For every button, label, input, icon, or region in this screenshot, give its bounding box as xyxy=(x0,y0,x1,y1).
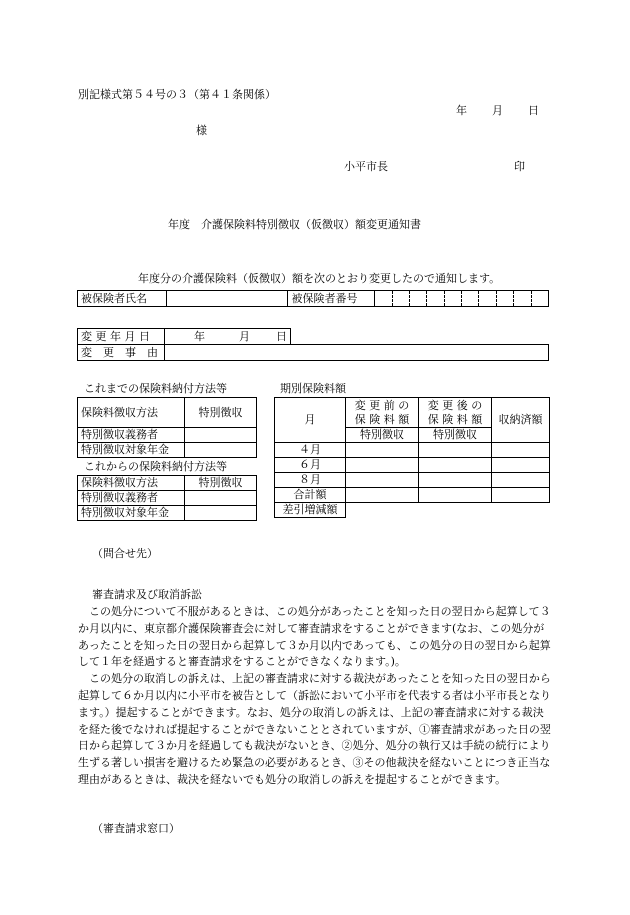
past-obligor-label: 特別徴収義務者 xyxy=(78,428,185,443)
past-pension-label: 特別徴収対象年金 xyxy=(78,443,185,458)
period-heading: 期別保険料額 xyxy=(280,382,346,395)
future-method-value: 特別徴収 xyxy=(185,476,257,491)
date-year: 年 xyxy=(456,104,467,117)
past-method-table xyxy=(77,397,257,458)
issuer: 小平市長 xyxy=(344,160,388,173)
period-cell xyxy=(346,458,419,473)
number-digit xyxy=(514,291,531,307)
future-method-label: 保険料徴収方法 xyxy=(78,476,185,491)
change-reason-label: 変 更 事 由 xyxy=(78,345,165,361)
change-date-label: 変 更 年 月 日 xyxy=(78,329,165,345)
future-obligor-label: 特別徴収義務者 xyxy=(78,491,185,506)
change-day: 日 xyxy=(276,329,287,343)
change-date-value xyxy=(165,329,291,345)
past-method-value: 特別徴収 xyxy=(185,398,257,428)
addressee-suffix: 様 xyxy=(196,124,207,137)
number-digit xyxy=(427,291,444,307)
insured-name-cell xyxy=(166,291,288,307)
number-digit xyxy=(462,291,479,307)
period-col-before xyxy=(346,398,419,428)
appeal-body xyxy=(78,604,554,789)
number-digit xyxy=(496,291,513,307)
period-table xyxy=(274,397,550,518)
period-row-label: 差引増減額 xyxy=(275,503,346,518)
period-sub-after: 特別徴収 xyxy=(419,428,492,443)
form-id: 別記様式第５４号の３（第４１条関係） xyxy=(78,88,276,101)
future-pension-cell xyxy=(185,506,257,521)
period-row-label: ６月 xyxy=(275,458,346,473)
future-obligor-cell xyxy=(185,491,257,506)
blank xyxy=(291,329,549,345)
insured-table xyxy=(77,290,549,307)
period-cell xyxy=(346,443,419,458)
period-cell xyxy=(492,458,550,473)
period-col-after-line2: 保 険 料 額 xyxy=(427,412,483,426)
period-cell xyxy=(419,473,492,488)
future-method-table xyxy=(77,475,257,521)
period-cell xyxy=(492,443,550,458)
past-obligor-cell xyxy=(185,428,257,443)
insured-name-label: 被保険者氏名 xyxy=(78,291,167,307)
period-col-paid: 収納済額 xyxy=(492,398,550,443)
insured-number-label: 被保険者番号 xyxy=(288,291,375,307)
number-digit xyxy=(479,291,496,307)
seal: 印 xyxy=(514,160,525,173)
change-month: 月 xyxy=(239,329,250,343)
number-digit xyxy=(531,291,548,307)
period-col-after xyxy=(419,398,492,428)
past-method-label: 保険料徴収方法 xyxy=(78,398,185,428)
future-pension-label: 特別徴収対象年金 xyxy=(78,506,185,521)
number-digit xyxy=(410,291,427,307)
number-digit xyxy=(392,291,409,307)
date-day: 日 xyxy=(528,104,539,117)
period-row-label: 合計額 xyxy=(275,488,346,503)
appeal-paragraph-2: この処分の取消しの訴えは、上記の審査請求に対する裁決があったことを知った日の翌日から起算して６か月以内に小平市を被告として（訴訟において小平市を代表する者は小平市長となります。）提起することができます。なお、処分の取消しの訴えは、上記の審査請求に対する裁決を経た後でなければ提起することができないこととされていますが、①審査請求があった日の翌日から起算して３か月を経過しても裁決がないとき、②処分、処分の執行又は手続の続行により生ずる著しい損害を避けるため緊急の必要があるとき、③その他裁決を経ないことにつき正当な理由があるときは、裁決を経ないでも処分の取消しの訴えを提起することができます。 xyxy=(78,672,551,786)
appeal-office-label: （審査請求窓口） xyxy=(92,822,180,835)
number-digit xyxy=(375,291,392,307)
period-cell xyxy=(492,473,550,488)
appeal-heading: 審査請求及び取消訴訟 xyxy=(92,588,202,601)
intro-text: 年度分の介護保険料（仮徴収）額を次のとおり変更したので通知します。 xyxy=(138,272,501,285)
period-row-label: ８月 xyxy=(275,473,346,488)
period-col-before-line2: 保 険 料 額 xyxy=(354,412,410,426)
future-method-heading: これからの保険料納付方法等 xyxy=(84,460,227,473)
document-title: 年度 介護保険料特別徴収（仮徴収）額変更通知書 xyxy=(168,218,421,231)
change-reason-cell xyxy=(165,345,549,361)
date-month: 月 xyxy=(492,104,503,117)
change-year: 年 xyxy=(194,329,205,343)
period-blank xyxy=(346,503,550,518)
appeal-paragraph-1: この処分について不服があるときは、この処分があったことを知った日の翌日から起算して３か月以内に、東京都介護保険審査会に対して審査請求をすることができます(なお、この処分があったことを知った日の翌日から起算して３か月以内であっても、この処分の日の翌日から起算して１年を経過すると審査請求をすることができなくなります。)。 xyxy=(78,605,551,669)
period-sub-before: 特別徴収 xyxy=(346,428,419,443)
change-table xyxy=(77,328,549,361)
period-cell xyxy=(419,443,492,458)
period-cell xyxy=(419,458,492,473)
period-col-month: 月 xyxy=(275,398,346,443)
contact-label: （問合せ先） xyxy=(92,547,158,560)
period-cell xyxy=(346,473,419,488)
past-method-heading: これまでの保険料納付方法等 xyxy=(84,382,227,395)
period-col-after-line1: 変 更 後 の xyxy=(427,398,483,412)
period-cell xyxy=(346,488,419,503)
number-digit xyxy=(444,291,461,307)
past-pension-cell xyxy=(185,443,257,458)
period-cell xyxy=(419,488,492,503)
period-cell xyxy=(492,488,550,503)
period-row-label: ４月 xyxy=(275,443,346,458)
period-col-before-line1: 変 更 前 の xyxy=(354,398,410,412)
